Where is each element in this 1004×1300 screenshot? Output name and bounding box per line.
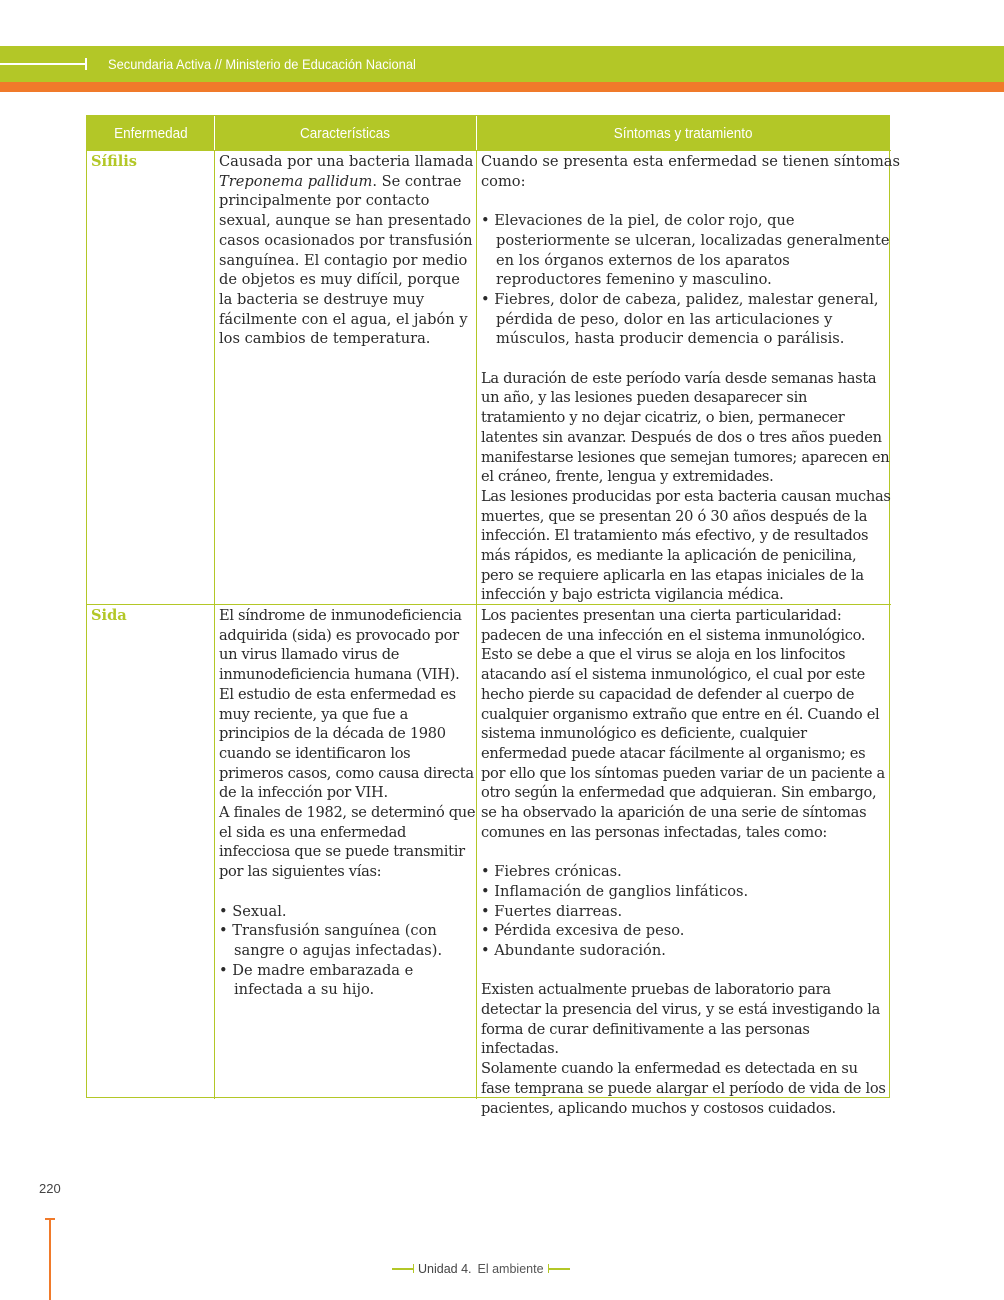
column-header-symptoms: Síntomas y tratamiento bbox=[477, 116, 891, 150]
list-item: • Abundante sudoración. bbox=[481, 941, 666, 959]
disease-name: Sífilis bbox=[91, 153, 137, 170]
text-line: como: bbox=[481, 172, 526, 190]
text-line: de objetos es muy difícil, porque bbox=[219, 271, 460, 289]
text-line: los cambios de temperatura. bbox=[219, 330, 431, 348]
text-line: Causada por una bacteria llamada bbox=[219, 153, 474, 170]
footer-line-right bbox=[548, 1268, 570, 1270]
list-item: • De madre embarazada e infectada a su hijo. bbox=[219, 961, 414, 999]
header-rule bbox=[0, 63, 86, 65]
text-line bbox=[219, 172, 476, 192]
list-item: • Inflamación de ganglios linfáticos. bbox=[481, 882, 749, 900]
text-line: la bacteria se destruye muy bbox=[219, 290, 425, 308]
text-line: sexual, aunque se han presentado bbox=[219, 212, 471, 230]
header-accent-stripe bbox=[0, 82, 1004, 92]
paragraph: El síndrome de inmunodeficiencia adquirida (sida) es provocado por un virus llamado virus de inmunodeficiencia humana (VIH). El estudio de esta enfermedad es muy reciente, ya que fue a principios de la década de 1980 cuando se identificaron los primeros casos, como causa directa de la infección por VIH. bbox=[219, 607, 474, 802]
text-fragment: . Se contrae bbox=[372, 172, 462, 190]
footer-line-left bbox=[392, 1268, 414, 1270]
footer-rule bbox=[49, 1218, 51, 1300]
text-line: principalmente por contacto bbox=[219, 192, 430, 210]
list-item: • Fiebres, dolor de cabeza, palidez, malestar general, pérdida de peso, dolor en las articulaciones y músculos, hasta producir demencia o parálisis. bbox=[481, 290, 879, 348]
header-title: Secundaria Activa // Ministerio de Educación Nacional bbox=[108, 56, 416, 72]
paragraph: A finales de 1982, se determinó que el sida es una enfermedad infecciosa que se puede transmitir por las siguientes vías: bbox=[219, 804, 476, 881]
symptoms-cell-sifilis bbox=[477, 150, 901, 604]
characteristics-cell-sida bbox=[215, 604, 477, 1099]
diseases-table bbox=[86, 115, 901, 1117]
disease-name: Sida bbox=[91, 607, 127, 624]
list-item: • Pérdida excesiva de peso. bbox=[481, 922, 685, 940]
list-item: • Fiebres crónicas. bbox=[481, 863, 622, 881]
unit-name: El ambiente bbox=[477, 1262, 544, 1276]
paragraph: Solamente cuando la enfermedad es detectada en su fase temprana se puede alargar el período de vida de los pacientes, aplicando muchos y costosos cuidados. bbox=[481, 1060, 886, 1117]
disease-cell-sifilis bbox=[87, 150, 215, 604]
scientific-name: Treponema pallidum bbox=[219, 172, 373, 190]
column-header-characteristics: Características bbox=[215, 116, 477, 150]
header-rule-cap bbox=[85, 58, 87, 70]
paragraph: La duración de este período varía desde semanas hasta un año, y las lesiones pueden desaparecer sin tratamiento y no dejar cicatriz, o bien, permanecer latentes sin avanzar. Después de dos o tres años pueden manifestarse lesiones que semejan tumores; aparecen en el cráneo, frente, lengua y extremidades. bbox=[481, 369, 890, 486]
disease-cell-sida bbox=[87, 604, 215, 1099]
list-item: • Transfusión sanguínea (con sangre o agujas infectadas). bbox=[219, 922, 443, 959]
column-header-disease: Enfermedad bbox=[87, 116, 215, 150]
characteristics-cell-sifilis bbox=[215, 150, 477, 604]
list-item: • Elevaciones de la piel, de color rojo, que posteriormente se ulceran, localizadas generalmente en los órganos externos de los aparatos reproductores femenino y masculino. bbox=[481, 212, 890, 289]
list-item: • Fuertes diarreas. bbox=[481, 902, 623, 920]
text-line: casos ocasionados por transfusión bbox=[219, 231, 473, 249]
text-line: Cuando se presenta esta enfermedad se tienen síntomas bbox=[481, 153, 901, 170]
footer-unit bbox=[392, 1260, 570, 1278]
paragraph: Las lesiones producidas por esta bacteria causan muchas muertes, que se presentan 20 ó 30 años después de la infección. El tratamiento más efectivo, y de resultados más rápidos, es mediante la aplicación de penicilina, pero se requiere aplicarla en las etapas iniciales de la infección y bajo estricta vigilancia médica. bbox=[481, 487, 891, 604]
paragraph: Los pacientes presentan una cierta particularidad: padecen de una infección en el sistema inmunológico. Esto se debe a que el virus se aloja en los linfocitos atacando así el sistema inmunológico, el cual por este hecho pierde su capacidad de defender al cuerpo de cualquier organismo extraño que entre en él. Cuando el sistema inmunológico es deficiente, cualquier enfermedad puede atacar fácilmente al organismo; es por ello que los síntomas pueden variar de un paciente a otro según la enfermedad que adquieran. Sin embargo, se ha observado la aparición de una serie de síntomas comunes en las personas infectadas, tales como: bbox=[481, 607, 885, 841]
text-line: fácilmente con el agua, el jabón y bbox=[219, 310, 468, 328]
page-number: 220 bbox=[39, 1181, 61, 1196]
list-item: • Sexual. bbox=[219, 902, 287, 920]
paragraph: Existen actualmente pruebas de laboratorio para detectar la presencia del virus, y se está investigando la forma de curar definitivamente a las personas infectadas. bbox=[481, 981, 880, 1058]
unit-label: Unidad 4. bbox=[418, 1262, 472, 1276]
text-line: sanguínea. El contagio por medio bbox=[219, 251, 468, 269]
symptoms-cell-sida bbox=[477, 604, 891, 1117]
